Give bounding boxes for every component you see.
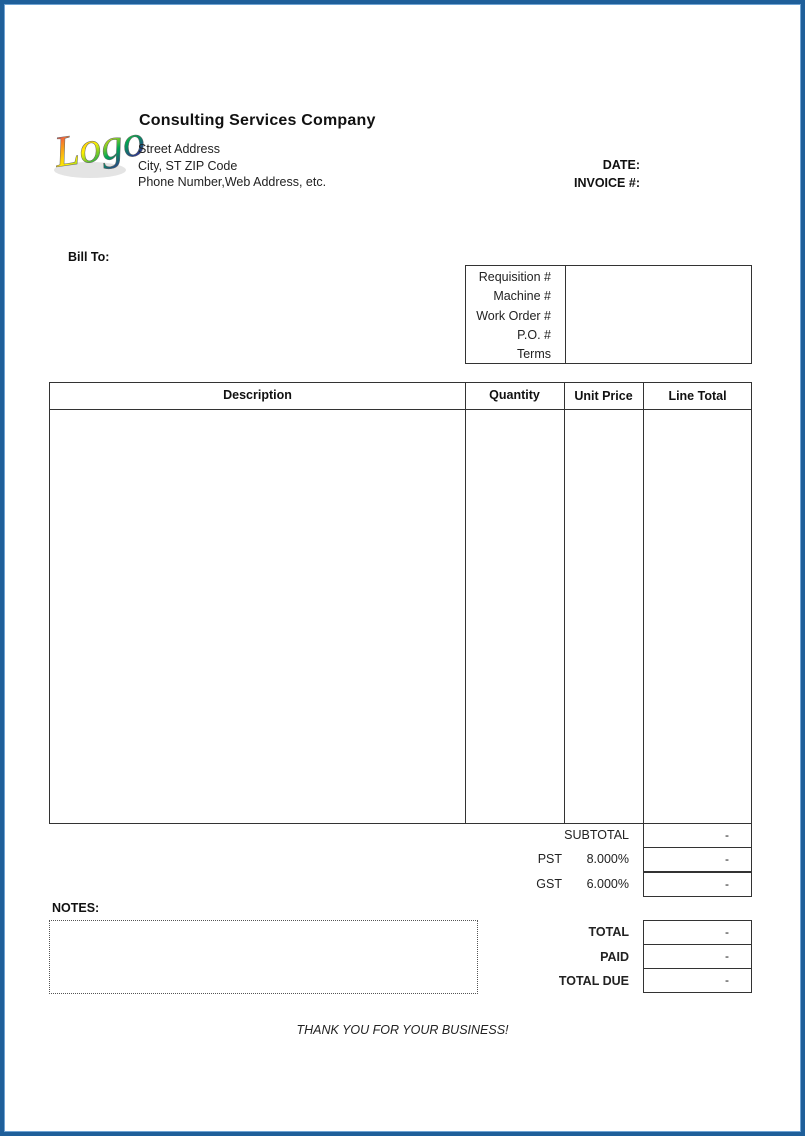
paid-value: - [643, 944, 752, 969]
column-divider [564, 383, 565, 823]
total-value: - [643, 920, 752, 945]
line-items-table [49, 382, 752, 824]
requisition-label: Requisition # [478, 270, 551, 284]
pst-value: - [643, 847, 752, 872]
company-street: Street Address [138, 142, 220, 156]
col-description: Description [223, 388, 292, 402]
total-due-value: - [643, 968, 752, 993]
gst-rate: 6.000% [586, 877, 629, 891]
col-line-total: Line Total [668, 389, 727, 403]
invoice-number-label: INVOICE #: [574, 176, 640, 190]
gst-value: - [643, 872, 752, 897]
date-label: DATE: [602, 158, 640, 172]
subtotal-value: - [643, 823, 752, 848]
reference-divider [565, 266, 566, 363]
company-contact: Phone Number,Web Address, etc. [138, 175, 327, 189]
pst-label: PST [537, 852, 562, 866]
col-quantity: Quantity [489, 388, 540, 402]
company-logo [50, 100, 148, 190]
total-due-label: TOTAL DUE [558, 974, 629, 988]
column-divider [465, 383, 466, 823]
work-order-label: Work Order # [476, 309, 551, 323]
po-label: P.O. # [517, 328, 551, 342]
company-name: Consulting Services Company [139, 112, 376, 129]
machine-label: Machine # [493, 289, 551, 303]
header-rule [50, 409, 751, 410]
terms-label: Terms [516, 347, 551, 361]
subtotal-label: SUBTOTAL [564, 828, 629, 842]
pst-rate: 8.000% [586, 852, 629, 866]
company-city: City, ST ZIP Code [138, 159, 238, 173]
column-divider [643, 383, 644, 823]
gst-label: GST [536, 877, 562, 891]
logo-text: Logo [51, 115, 148, 177]
col-unit-price: Unit Price [574, 389, 633, 403]
reference-box [465, 265, 752, 364]
bill-to-label: Bill To: [68, 250, 110, 264]
thank-you-message: THANK YOU FOR YOUR BUSINESS! [296, 1023, 509, 1037]
notes-box [49, 920, 478, 994]
logo-graphic [50, 100, 148, 190]
paid-label: PAID [600, 950, 629, 964]
notes-label: NOTES: [52, 901, 100, 915]
total-label: TOTAL [588, 925, 629, 939]
